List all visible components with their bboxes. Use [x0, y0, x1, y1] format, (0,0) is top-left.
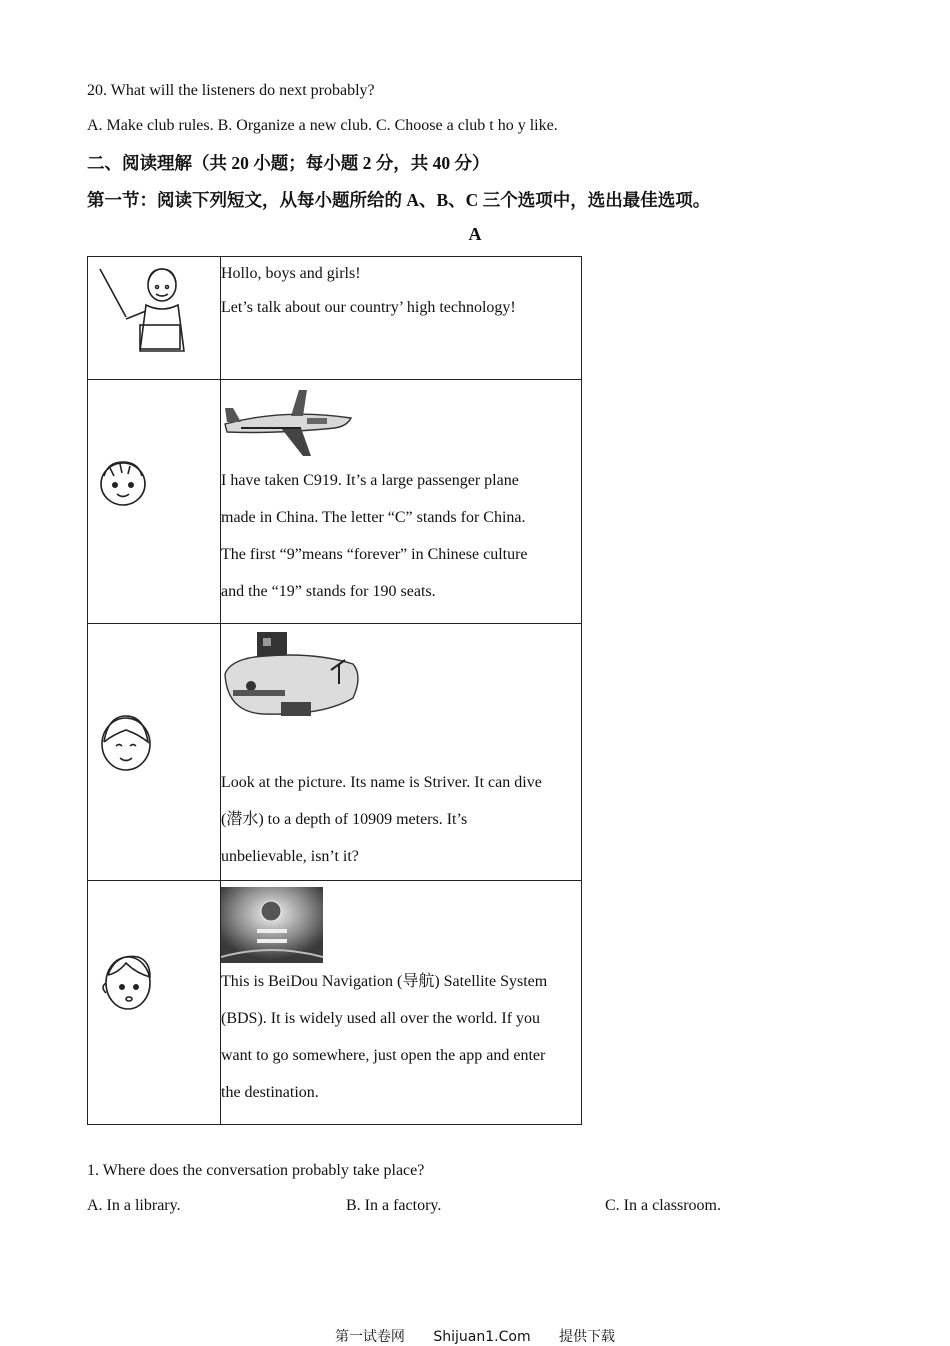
footer-note: 提供下载 [559, 1329, 616, 1345]
footer-site-en: Shijuan1.Com [433, 1329, 531, 1345]
question-1: 1. Where does the conversation probably take place? [87, 1162, 425, 1179]
section-heading: 二、阅读理解（共 20 小题；每小题 2 分，共 40 分） [87, 153, 490, 173]
speech-line: made in China. The letter “C” stands for China. [221, 509, 526, 526]
speech-cell [221, 257, 582, 380]
speech-line: Let’s talk about our country’ high technology! [221, 299, 516, 316]
option-a: A. In a library. [87, 1197, 181, 1214]
teacher-with-pointer-icon [96, 265, 196, 357]
striver-submersible-photo [221, 630, 369, 736]
speech-line: This is BeiDou Navigation (导航) Satellite System [221, 973, 548, 990]
passage-letter: A [468, 224, 482, 244]
option-c: C. In a classroom. [605, 1197, 721, 1214]
table-row [88, 380, 582, 624]
c919-plane-photo [221, 388, 353, 458]
question-20: 20. What will the listeners do next probably? [87, 82, 375, 99]
speech-cell [221, 881, 582, 1125]
speech-line: I have taken C919. It’s a large passenger plane [221, 472, 519, 489]
child-face-icon [98, 949, 154, 1015]
speech-line: Hollo, boys and girls! [221, 265, 361, 282]
avatar-cell [88, 257, 221, 380]
beidou-satellite-photo [221, 887, 323, 963]
speech-line: and the “19” stands for 190 seats. [221, 583, 436, 600]
option-b: B. In a factory. [346, 1197, 442, 1214]
question-20-options: A. Make club rules. B. Organize a new club. C. Choose a club t ho y like. [87, 117, 558, 134]
speech-line: the destination. [221, 1084, 319, 1101]
footer-site-cn: 第一试卷网 [334, 1329, 405, 1345]
speech-line: The first “9”means “forever” in Chinese culture [221, 546, 528, 563]
speech-line: (潜水) to a depth of 10909 meters. It’s [221, 811, 468, 828]
avatar-cell [88, 624, 221, 881]
table-row [88, 881, 582, 1125]
speech-cell [221, 380, 582, 624]
speech-cell [221, 624, 582, 881]
passage-table [87, 256, 582, 1125]
avatar-cell [88, 380, 221, 624]
page-footer [0, 1326, 950, 1346]
girl-face-icon [98, 712, 154, 774]
avatar-cell [88, 881, 221, 1125]
speech-line: unbelievable, isn’t it? [221, 848, 359, 865]
table-row [88, 257, 582, 380]
speech-line: want to go somewhere, just open the app and enter [221, 1047, 546, 1064]
section-instructions: 第一节：阅读下列短文，从每小题所给的 A、B、C 三个选项中，选出最佳选项。 [87, 190, 711, 210]
speech-line: (BDS). It is widely used all over the world. If you [221, 1010, 541, 1027]
speech-line: Look at the picture. Its name is Striver. It can dive [221, 774, 542, 791]
boy-face-icon [96, 458, 150, 508]
table-row [88, 624, 582, 881]
